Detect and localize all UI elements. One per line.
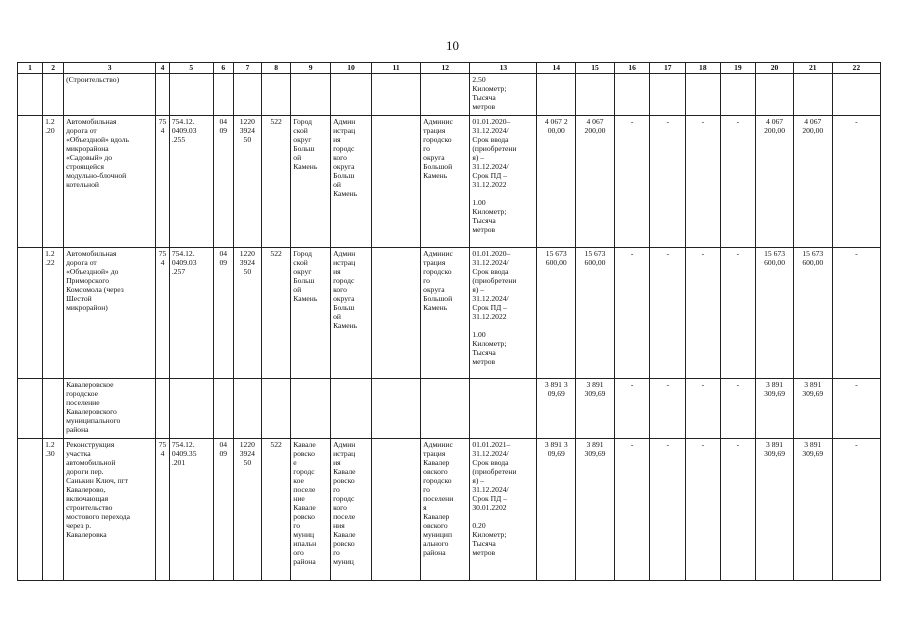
table-cell	[537, 74, 576, 116]
table-cell: -	[832, 439, 880, 581]
table-cell: Админ истрац ия городс кого округа Больш ой Камень	[331, 116, 372, 248]
column-header: 5	[169, 63, 213, 74]
table-cell: 3 891 309,69	[576, 379, 615, 439]
column-header: 13	[470, 63, 537, 74]
table-cell	[371, 116, 420, 248]
table-cell: -	[686, 379, 721, 439]
table-cell	[156, 379, 170, 439]
table-cell: -	[720, 379, 756, 439]
column-header: 2	[43, 63, 64, 74]
table-cell: Автомобильная дорога от «Объездной» до Приморского Комсомола (через Шестой микрорайон)	[64, 248, 156, 379]
table-cell: 3 891 309,69	[756, 439, 794, 581]
table-cell: 01.01.2020– 31.12.2024/ Срок ввода (приобретени я) – 31.12.2024/ Срок ПД – 31.12.2022 1.00 Километр; Тысяча метров	[470, 116, 537, 248]
table-cell: 75 4	[156, 439, 170, 581]
table-cell: Город ской округ Больш ой Камень	[291, 116, 331, 248]
column-header: 19	[720, 63, 756, 74]
column-header: 16	[614, 63, 650, 74]
table-row	[18, 439, 881, 581]
table-cell: 522	[261, 248, 290, 379]
table-cell	[43, 74, 64, 116]
table-cell: 1.2 .20	[43, 116, 64, 248]
table-cell	[233, 74, 261, 116]
table-cell	[43, 379, 64, 439]
table-cell: 15 673 600,00	[793, 248, 832, 379]
table-cell: -	[686, 248, 721, 379]
table-row	[18, 116, 881, 248]
table-cell: 3 891 309,69	[793, 439, 832, 581]
table-row	[18, 379, 881, 439]
table-cell	[18, 116, 43, 248]
table-cell	[331, 379, 372, 439]
column-header: 9	[291, 63, 331, 74]
table-cell: 4 067 200,00	[756, 116, 794, 248]
column-header: 18	[686, 63, 721, 74]
table-cell: Город ской округ Больш ой Камень	[291, 248, 331, 379]
table-cell	[470, 379, 537, 439]
table-cell	[371, 439, 420, 581]
table-cell: -	[650, 116, 686, 248]
table-cell: 01.01.2021– 31.12.2024/ Срок ввода (приобретени я) – 31.12.2024/ Срок ПД – 30.01.2202 0.20 Километр; Тысяча метров	[470, 439, 537, 581]
column-header: 1	[18, 63, 43, 74]
table-cell: Админ истрац ия Кавале ровско го городс кого поселе ния Кавале ровско го муниц	[331, 439, 372, 581]
table-cell	[213, 74, 233, 116]
column-header: 7	[233, 63, 261, 74]
table-cell: -	[720, 248, 756, 379]
table-cell: Кавалеровское городское поселение Кавалеровского муниципального района	[64, 379, 156, 439]
table-cell: Админ истрац ия городс кого округа Больш ой Камень	[331, 248, 372, 379]
table-cell: 15 673 600,00	[537, 248, 576, 379]
table-cell: -	[614, 439, 650, 581]
column-header: 10	[331, 63, 372, 74]
table-cell	[291, 379, 331, 439]
table-cell: 3 891 309,69	[756, 379, 794, 439]
table-cell	[650, 74, 686, 116]
table-cell	[421, 74, 470, 116]
table-cell: -	[686, 439, 721, 581]
table-cell: 754.12. 0409.35 .201	[169, 439, 213, 581]
table-cell: -	[650, 379, 686, 439]
table-cell: -	[650, 439, 686, 581]
table-cell: -	[686, 116, 721, 248]
table-row	[18, 248, 881, 379]
table-cell: 1.2 .22	[43, 248, 64, 379]
column-header: 3	[64, 63, 156, 74]
table-cell: 4 067 200,00	[793, 116, 832, 248]
column-header: 15	[576, 63, 615, 74]
table-cell	[233, 379, 261, 439]
table-cell	[18, 439, 43, 581]
table-cell: -	[614, 379, 650, 439]
table-cell: -	[720, 116, 756, 248]
column-header: 22	[832, 63, 880, 74]
table-cell: 4 067 200,00	[576, 116, 615, 248]
column-header: 12	[421, 63, 470, 74]
column-header: 20	[756, 63, 794, 74]
column-header: 4	[156, 63, 170, 74]
table-cell: 3 891 309,69	[793, 379, 832, 439]
table-cell: 2.50 Километр; Тысяча метров	[470, 74, 537, 116]
table-cell: 522	[261, 439, 290, 581]
table-cell: (Строительство)	[64, 74, 156, 116]
column-header: 21	[793, 63, 832, 74]
table-cell: 1.2 .30	[43, 439, 64, 581]
table-cell: Реконструкция участка автомобильной дороги пер. Санькин Ключ, пгт Кавалерово, включающая строительство мостового перехода через р. Кавалеровка	[64, 439, 156, 581]
table-cell: 01.01.2020– 31.12.2024/ Срок ввода (приобретени я) – 31.12.2024/ Срок ПД – 31.12.2022 1.00 Километр; Тысяча метров	[470, 248, 537, 379]
table-cell	[614, 74, 650, 116]
table-cell: 3 891 3 09,69	[537, 439, 576, 581]
table-cell: 75 4	[156, 248, 170, 379]
table-cell	[291, 74, 331, 116]
table-cell: 15 673 600,00	[576, 248, 615, 379]
table-cell	[169, 74, 213, 116]
budget-table	[17, 62, 881, 581]
table-cell	[686, 74, 721, 116]
table-cell	[371, 379, 420, 439]
table-cell: 754.12. 0409.03 .255	[169, 116, 213, 248]
table-cell	[261, 379, 290, 439]
table-cell	[756, 74, 794, 116]
table-cell: Автомобильная дорога от «Объездной» вдоль микрорайона «Садовый» до строящейся модульно-блочной котельной	[64, 116, 156, 248]
table-cell: -	[614, 248, 650, 379]
table-cell	[261, 74, 290, 116]
table-cell	[18, 74, 43, 116]
column-header: 11	[371, 63, 420, 74]
table-cell: Админис трация городско го округа Большой Камень	[421, 248, 470, 379]
table-cell: 754.12. 0409.03 .257	[169, 248, 213, 379]
page-number: 10	[446, 38, 459, 53]
table-cell: Кавале ровско е городс кое поселе ние Кавале ровско го муниц ипальн ого района	[291, 439, 331, 581]
table-cell: 04 09	[213, 116, 233, 248]
table-cell: Админис трация Кавалер овского городско го поселени я Кавалер овского муницип ального района	[421, 439, 470, 581]
table-cell: 3 891 309,69	[576, 439, 615, 581]
table-cell	[421, 379, 470, 439]
table-cell: -	[832, 116, 880, 248]
table-cell	[793, 74, 832, 116]
table-cell	[371, 248, 420, 379]
table-cell	[576, 74, 615, 116]
column-header: 14	[537, 63, 576, 74]
table-cell: 3 891 3 09,69	[537, 379, 576, 439]
table-cell: -	[650, 248, 686, 379]
table-cell: Админис трация городско го округа Большой Камень	[421, 116, 470, 248]
column-header: 17	[650, 63, 686, 74]
table-cell	[169, 379, 213, 439]
table-cell	[18, 248, 43, 379]
table-cell	[331, 74, 372, 116]
table-cell: -	[720, 439, 756, 581]
column-header: 6	[213, 63, 233, 74]
column-header: 8	[261, 63, 290, 74]
table-cell: -	[614, 116, 650, 248]
table-cell: 522	[261, 116, 290, 248]
table-cell: 1220 3924 50	[233, 116, 261, 248]
table-row	[18, 74, 881, 116]
table-cell	[371, 74, 420, 116]
table-cell: 1220 3924 50	[233, 248, 261, 379]
table-cell: 04 09	[213, 439, 233, 581]
table-cell	[720, 74, 756, 116]
table-cell	[832, 74, 880, 116]
table-cell: 75 4	[156, 116, 170, 248]
table-cell: 1220 3924 50	[233, 439, 261, 581]
table-cell	[18, 379, 43, 439]
table-cell: 15 673 600,00	[756, 248, 794, 379]
table-cell	[213, 379, 233, 439]
header-row	[18, 63, 881, 74]
table-cell: 04 09	[213, 248, 233, 379]
table-cell	[156, 74, 170, 116]
table-cell: -	[832, 379, 880, 439]
table-cell: -	[832, 248, 880, 379]
table-cell: 4 067 2 00,00	[537, 116, 576, 248]
